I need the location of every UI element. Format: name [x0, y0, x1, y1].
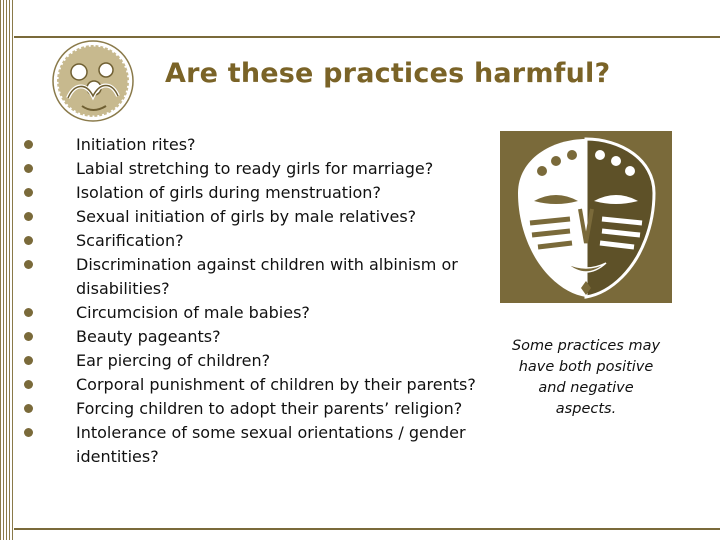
list-item: Ear piercing of children? — [22, 349, 492, 373]
list-item: Scarification? — [22, 229, 492, 253]
list-item: Corporal punishment of children by their parents? — [22, 373, 492, 397]
list-item: Labial stretching to ready girls for marriage? — [22, 157, 492, 181]
list-item: Discrimination against children with albinism or disabilities? — [22, 253, 492, 301]
list-item: Forcing children to adopt their parents’ religion? — [22, 397, 492, 421]
list-item: Initiation rites? — [22, 133, 492, 157]
page-title: Are these practices harmful? — [165, 58, 611, 89]
tribal-mask-icon — [500, 131, 672, 303]
list-item: Intolerance of some sexual orientations / gender identities? — [22, 421, 492, 469]
list-item: Circumcision of male babies? — [22, 301, 492, 325]
top-rule — [14, 36, 720, 38]
left-decorative-stripe — [0, 0, 14, 540]
family-logo-icon — [52, 40, 134, 122]
practices-list — [22, 133, 492, 469]
mask-caption: Some practices may have both positive and negative aspects. — [511, 338, 661, 417]
bottom-rule — [14, 528, 720, 530]
list-item: Sexual initiation of girls by male relatives? — [22, 205, 492, 229]
list-item: Isolation of girls during menstruation? — [22, 181, 492, 205]
list-item: Beauty pageants? — [22, 325, 492, 349]
